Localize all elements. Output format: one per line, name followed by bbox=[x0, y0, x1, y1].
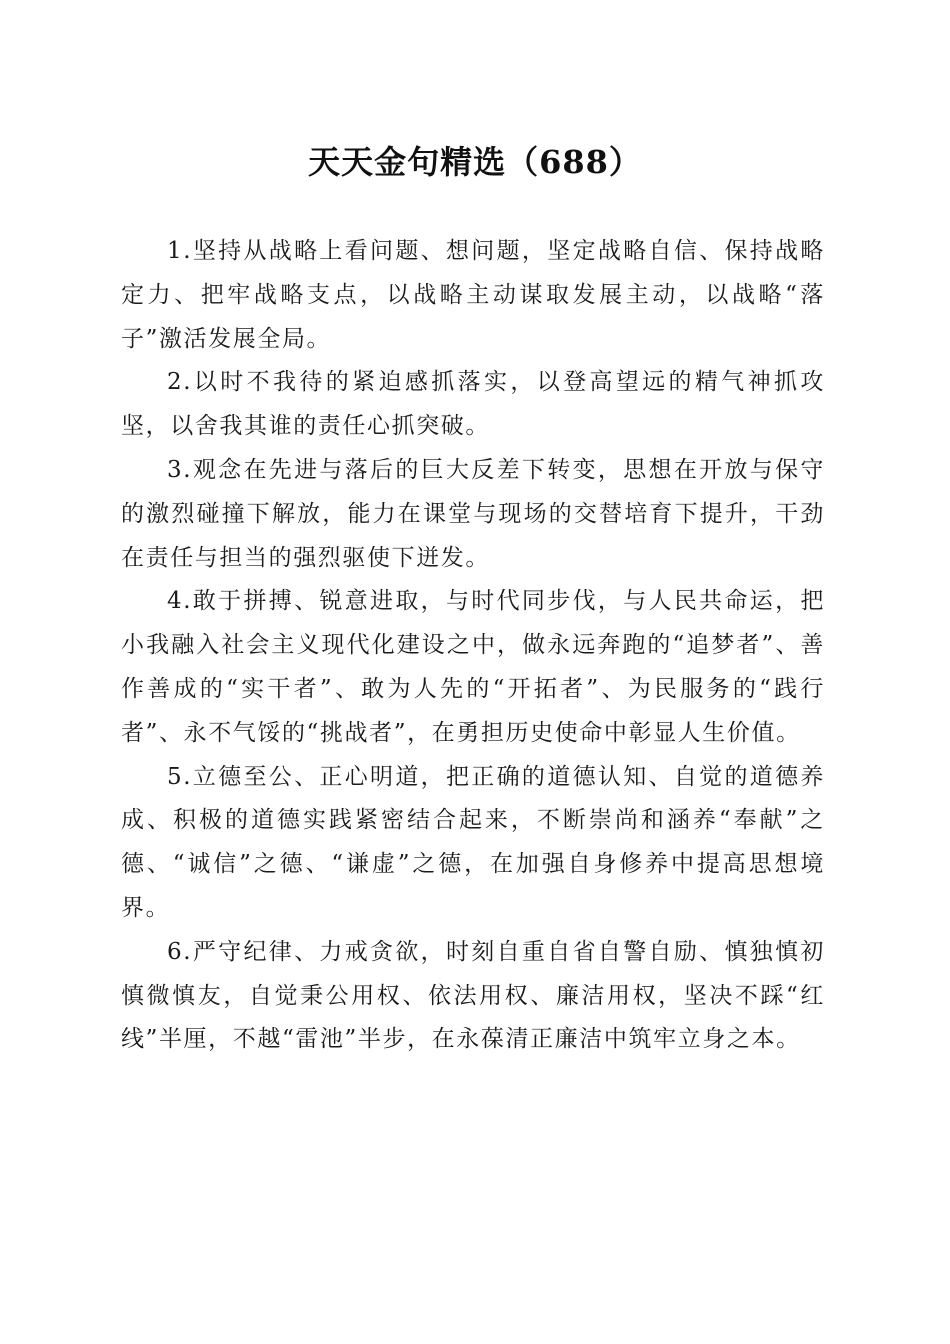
paragraph-5: 5.立德至公、正心明道，把正确的道德认知、自觉的道德养成、积极的道德实践紧密结合起来，不断崇尚和涵养“奉献”之德、“诚信”之德、“谦虚”之德，在加强自身修养中提高思想境界。 bbox=[121, 763, 825, 921]
document-title: 天天金句精选（688） bbox=[308, 143, 642, 181]
paragraph-2: 2.以时不我待的紧迫感抓落实，以登高望远的精气神抓攻坚，以舍我其谁的责任心抓突破。 bbox=[121, 369, 825, 440]
paragraph-1: 1.坚持从战略上看问题、想问题，坚定战略自信、保持战略定力、把牢战略支点，以战略主动谋取发展主动，以战略“落子”激活发展全局。 bbox=[121, 238, 825, 352]
paragraph-6: 6.严守纪律、力戒贪欲，时刻自重自省自警自励、慎独慎初慎微慎友，自觉秉公用权、依法用权、廉洁用权，坚决不踩“红线”半厘，不越“雷池”半步，在永葆清正廉洁中筑牢立身之本。 bbox=[121, 938, 825, 1053]
paragraph-3: 3.观念在先进与落后的巨大反差下转变，思想在开放与保守的激烈碰撞下解放，能力在课堂与现场的交替培育下提升，干劲在责任与担当的强烈驱使下迸发。 bbox=[121, 456, 825, 571]
document-body bbox=[121, 230, 825, 1062]
paragraph-4: 4.敢于拼搏、锐意进取，与时代同步伐，与人民共命运，把小我融入社会主义现代化建设之中，做永远奔跑的“追梦者”、善作善成的“实干者”、敢为人先的“开拓者”、为民服务的“践行者”、永不气馁的“挑战者”，在勇担历史使命中彰显人生价值。 bbox=[121, 588, 825, 746]
